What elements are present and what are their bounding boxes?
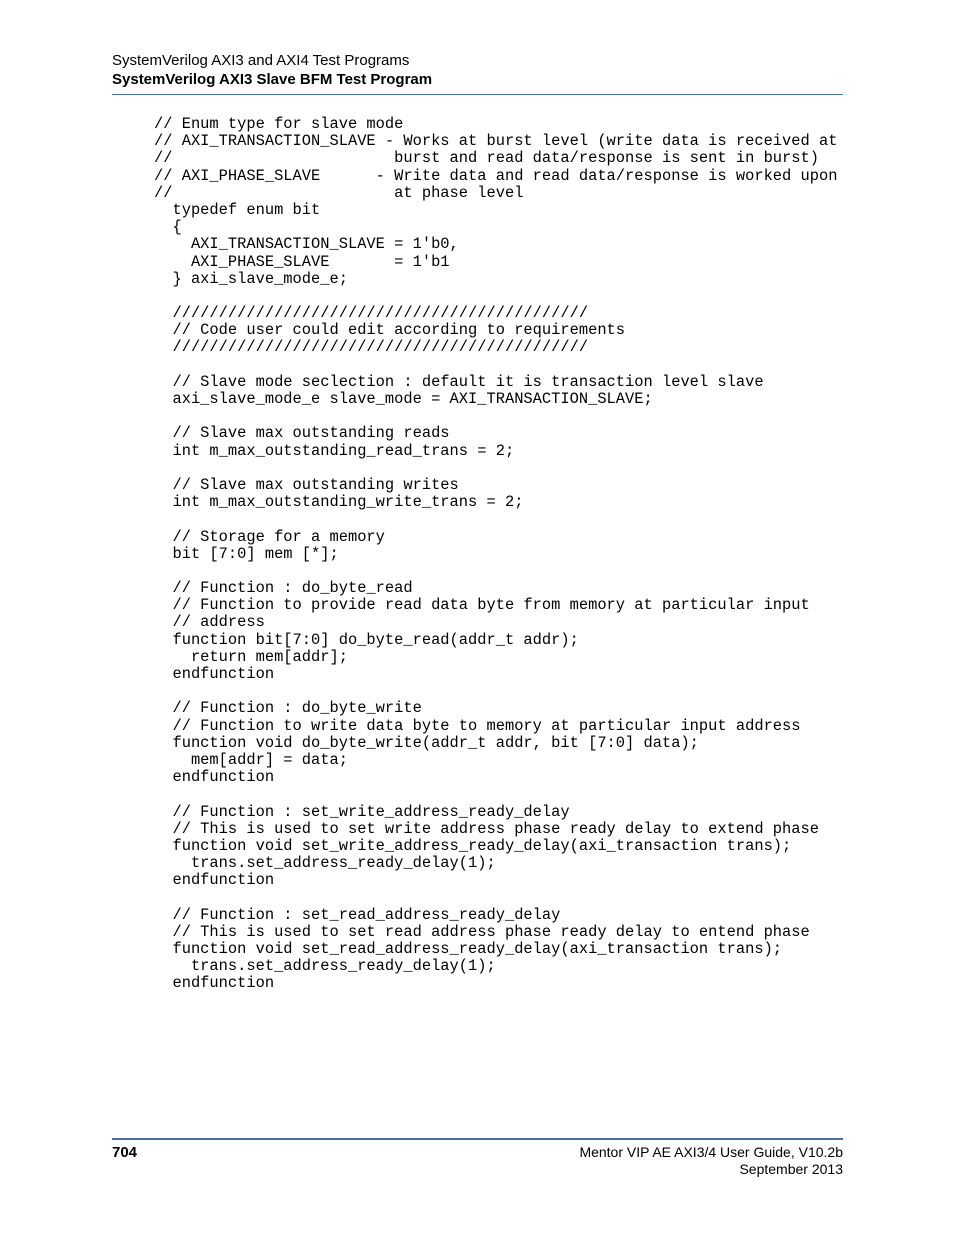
code-line: // Function to write data byte to memory at particular input address (154, 716, 801, 735)
code-line: AXI_PHASE_SLAVE = 1'b1 (154, 252, 450, 271)
code-line: ///////////////////////////////////////////// (154, 304, 589, 323)
page-number: 704 (112, 1144, 138, 1161)
code-line: endfunction (154, 768, 275, 787)
code-line (154, 786, 837, 803)
code-line: // Function : do_byte_read (154, 579, 413, 598)
code-line: // Storage for a memory (154, 527, 385, 546)
page-header (112, 51, 842, 89)
code-line: ///////////////////////////////////////////// (154, 338, 589, 357)
code-line: // Slave mode seclection : default it is transaction level slave (154, 372, 764, 391)
code-line: // AXI_PHASE_SLAVE - Write data and read data/response is worked upon (154, 166, 838, 185)
code-line: trans.set_address_ready_delay(1); (154, 854, 496, 873)
footer-info (579, 1144, 843, 1178)
code-line: // Slave max outstanding writes (154, 475, 459, 494)
code-line: int m_max_outstanding_write_trans = 2; (154, 493, 524, 512)
footer-rule (112, 1138, 843, 1140)
code-line: mem[addr] = data; (154, 750, 348, 769)
publication-date: September 2013 (739, 1161, 843, 1177)
code-line: function void do_byte_write(addr_t addr, bit [7:0] data); (154, 733, 699, 752)
code-line (154, 288, 837, 305)
code-line: endfunction (154, 871, 275, 890)
code-line: function bit[7:0] do_byte_read(addr_t addr); (154, 630, 579, 649)
code-line: trans.set_address_ready_delay(1); (154, 957, 496, 976)
code-line: // address (154, 613, 265, 632)
code-line (154, 563, 837, 580)
code-line (154, 408, 837, 425)
code-line: } axi_slave_mode_e; (154, 269, 348, 288)
code-line: // Function : set_read_address_ready_delay (154, 905, 561, 924)
code-line: // This is used to set write address phase ready delay to extend phase (154, 819, 819, 838)
code-line: // Function : do_byte_write (154, 699, 422, 718)
code-line: // Function : set_write_address_ready_delay (154, 802, 570, 821)
code-line (154, 683, 837, 700)
header-rule (112, 94, 843, 95)
code-line: typedef enum bit (154, 200, 321, 219)
code-line: // Enum type for slave mode (154, 115, 404, 133)
code-line (154, 511, 837, 528)
code-line: { (154, 218, 182, 237)
code-line: endfunction (154, 974, 275, 993)
guide-title: Mentor VIP AE AXI3/4 User Guide, V10.2b (579, 1144, 843, 1160)
code-listing (154, 116, 837, 993)
chapter-title: SystemVerilog AXI3 and AXI4 Test Programs (112, 52, 410, 69)
code-line: AXI_TRANSACTION_SLAVE = 1'b0, (154, 235, 459, 254)
code-line (154, 357, 837, 374)
code-line: // at phase level (154, 183, 524, 202)
code-line: // Function to provide read data byte from memory at particular input (154, 596, 810, 615)
code-line: // AXI_TRANSACTION_SLAVE - Works at burst level (write data is received at (154, 132, 838, 151)
code-line: // Slave max outstanding reads (154, 424, 450, 443)
code-line: function void set_read_address_ready_delay(axi_transaction trans); (154, 940, 783, 958)
code-line: // This is used to set read address phase ready delay to entend phase (154, 922, 810, 941)
code-line: function void set_write_address_ready_delay(axi_transaction trans); (154, 836, 792, 855)
code-line: axi_slave_mode_e slave_mode = AXI_TRANSACTION_SLAVE; (154, 390, 653, 408)
code-line: int m_max_outstanding_read_trans = 2; (154, 441, 515, 460)
code-line: endfunction (154, 665, 275, 683)
code-line: // burst and read data/response is sent in burst) (154, 149, 819, 168)
code-line (154, 460, 837, 477)
code-line: bit [7:0] mem [*]; (154, 544, 339, 563)
code-line (154, 889, 837, 906)
code-line: // Code user could edit according to requirements (154, 321, 626, 340)
section-title: SystemVerilog AXI3 Slave BFM Test Program (112, 71, 433, 88)
code-line: return mem[addr]; (154, 647, 348, 666)
